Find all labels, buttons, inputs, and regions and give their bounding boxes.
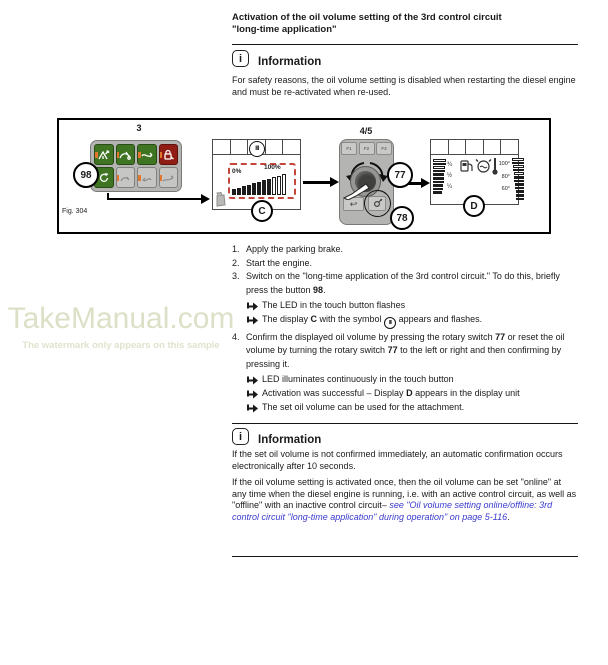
result-item <box>232 373 582 387</box>
callout-display-c: C <box>251 200 273 222</box>
led-indicator <box>138 152 141 158</box>
third-circuit-symbol-icon <box>249 141 265 157</box>
gauge-segment <box>514 180 524 183</box>
f1-key: F1 <box>341 142 357 155</box>
oil-volume-bar <box>232 189 236 195</box>
gauge-segment <box>433 191 442 194</box>
touch-button <box>116 167 136 188</box>
touch-button-grid <box>90 140 182 192</box>
step-text: Start the engine. <box>246 257 313 268</box>
step-number: 1. <box>232 244 240 254</box>
led-indicator <box>95 152 98 158</box>
boom-raise-icon <box>97 148 111 162</box>
instruction-list <box>232 243 582 414</box>
tick-quarter: ¼ <box>447 184 453 190</box>
display-header-cell <box>283 140 300 154</box>
touch-button <box>137 144 157 165</box>
flow-arrow-line <box>303 181 331 184</box>
aux-function-1-icon <box>118 171 132 185</box>
information-icon <box>232 428 249 445</box>
gauge-segment <box>433 173 444 176</box>
oil-volume-bar <box>247 185 251 196</box>
aux-function-2-icon <box>140 171 154 185</box>
rotary-77-ref: 77 <box>387 345 398 356</box>
gauge-segment <box>433 170 445 173</box>
callout-78: 78 <box>390 206 414 230</box>
oil-volume-bar <box>242 186 246 195</box>
lock-icon <box>161 148 175 162</box>
arrow-head-icon <box>421 178 430 188</box>
bucket-tilt-icon <box>118 148 132 162</box>
oil-volume-bar <box>282 174 286 195</box>
display-header-cell <box>501 140 518 154</box>
gauge-segment <box>433 166 445 169</box>
display-header-cell <box>431 140 449 154</box>
panel45-label: 4/5 <box>359 126 373 136</box>
divider <box>232 44 578 45</box>
watermark-note: The watermark only appears on this sample <box>22 340 220 351</box>
tick-half: ½ <box>447 173 453 179</box>
touch-button <box>159 167 179 188</box>
oil-volume-bar <box>272 177 276 195</box>
gauge-segment <box>433 184 443 187</box>
oil-volume-bar <box>252 183 256 195</box>
symbol-text: III <box>255 146 259 152</box>
gauge-segment <box>514 176 524 179</box>
display-header-cell <box>213 140 231 154</box>
result-arrow-icon <box>246 390 258 399</box>
step-2 <box>232 257 582 271</box>
led-indicator <box>160 175 163 181</box>
button-98-ref: 98 <box>313 284 324 295</box>
touch-button <box>137 167 157 188</box>
info2-para2 <box>232 477 578 523</box>
page-title <box>232 12 578 35</box>
step-number: 2. <box>232 257 240 268</box>
gauge-segment <box>513 169 524 172</box>
callout-display-d: D <box>463 195 485 217</box>
display-d-header <box>431 140 518 155</box>
led-indicator <box>117 175 120 181</box>
result-text: The display C with the symbol III appears and flashes. <box>262 313 482 330</box>
gauge-segment <box>433 159 446 162</box>
gauge-segment <box>516 190 524 193</box>
gauge-segment <box>515 187 524 190</box>
result-arrow-icon <box>246 316 258 325</box>
gauge-segment <box>433 181 444 184</box>
step-text: Switch on the "long-time application of the 3rd control circuit." To do this, briefly press the button 98. <box>246 271 560 295</box>
button-78-highlight-circle <box>364 190 391 217</box>
watermark-brand: TakeManual.com <box>7 302 235 335</box>
f2-key: F2 <box>359 142 375 155</box>
figure-304 <box>57 118 551 234</box>
back-arrow-icon: ↩ <box>349 198 358 209</box>
result-arrow-icon <box>246 376 258 385</box>
panel3-label: 3 <box>136 123 142 133</box>
oil-volume-bar <box>257 182 261 196</box>
led-indicator <box>138 175 141 181</box>
info1-heading: Information <box>258 56 322 68</box>
oil-volume-bars <box>232 171 294 195</box>
fuel-level-gauge <box>433 159 446 194</box>
info1-body: For safety reasons, the oil volume setting is disabled when restarting the diesel engine and must be re-activated when re-used. <box>232 75 576 97</box>
led-indicator <box>117 152 120 158</box>
step-text: Apply the parking brake. <box>246 244 344 254</box>
result-arrow-icon <box>246 404 258 413</box>
result-arrow-icon <box>246 302 258 311</box>
arrow-head-icon <box>330 177 339 187</box>
gauge-segment <box>516 194 524 197</box>
result-text: The set oil volume can be used for the attachment. <box>262 401 465 412</box>
result-text: LED illuminates continuously in the touch button <box>262 373 454 384</box>
f3-key: F3 <box>376 142 392 155</box>
oil-volume-bar <box>237 188 241 196</box>
oil-volume-bar <box>267 179 271 196</box>
step-number: 3. <box>232 271 240 281</box>
coolant-temperature-icon <box>475 158 492 173</box>
tick-three-quarters: ¾ <box>447 162 453 168</box>
fuel-pump-icon <box>460 159 473 173</box>
info2-para1: If the set oil volume is not confirmed immediately, an automatic confirmation occurs electronically after 10 seconds. <box>232 449 563 471</box>
connector-line <box>107 198 202 200</box>
result-item <box>232 401 582 415</box>
gauge-segment <box>433 177 444 180</box>
callout-98: 98 <box>73 162 99 188</box>
gauge-segment <box>513 165 524 168</box>
touch-button <box>116 144 136 165</box>
gauge-segment <box>433 163 446 166</box>
info2-para2-end: . <box>507 511 510 522</box>
step-number: 4. <box>232 331 240 342</box>
aux-function-3-icon <box>161 171 175 185</box>
temperature-gauge <box>512 158 524 200</box>
display-header-cell <box>466 140 484 154</box>
step-1 <box>232 243 582 257</box>
page-title-line1: Activation of the oil volume setting of the 3rd control circuit <box>232 12 502 23</box>
oil-volume-bar <box>277 176 281 196</box>
result-text: The LED in the touch button flashes <box>262 299 406 310</box>
touch-button <box>159 144 179 165</box>
result-text: Activation was successful – Display D appears in the display unit <box>262 387 520 398</box>
tick-80deg: 80° <box>501 174 510 180</box>
gauge-segment <box>515 183 524 186</box>
tick-60deg: 60° <box>501 186 510 192</box>
gauge-segment <box>512 158 524 161</box>
gauge-segment <box>433 188 443 191</box>
display-header-cell <box>484 140 502 154</box>
gauge-segment <box>514 172 524 175</box>
step-4 <box>232 331 582 372</box>
display-header-cell <box>449 140 467 154</box>
info2-heading: Information <box>258 434 322 446</box>
scale-min-label: 0% <box>232 168 242 175</box>
display-header-cell <box>266 140 284 154</box>
figure-caption: Fig. 304 <box>62 208 88 215</box>
result-item <box>232 387 582 401</box>
led-indicator <box>160 152 163 158</box>
divider <box>232 556 578 557</box>
result-item <box>232 299 582 313</box>
swing-icon <box>140 148 154 162</box>
oil-volume-bar <box>262 180 266 195</box>
tick-100deg: 100° <box>498 161 510 167</box>
arrow-head-icon <box>201 194 210 204</box>
third-circuit-symbol-inline-icon: III <box>384 317 396 329</box>
info2-para2-text: If the oil volume setting is activated once, then the oil volume can be set "online" at any time when the diesel engine is running, i.e. with an active control circuit, as well as "offline" with an inactive control circuit– <box>232 477 577 510</box>
callout-77: 77 <box>387 162 413 188</box>
information-icon-glyph: i <box>238 430 243 443</box>
cross-reference-link[interactable]: see "Oil volume setting online/offline: 3rd control circuit "long-time application" during operation" on page 5-116 <box>232 500 553 522</box>
divider <box>232 423 578 424</box>
step-3 <box>232 270 582 297</box>
page-title-line2: "long-time application" <box>232 23 337 35</box>
f-key-row <box>341 142 392 155</box>
result-item <box>232 313 582 330</box>
rotary-77-ref: 77 <box>495 331 506 342</box>
information-icon <box>232 50 249 67</box>
display-d-ref: D <box>406 387 413 398</box>
display-c-ref: C <box>310 313 318 324</box>
touch-button <box>94 144 114 165</box>
oil-jug-icon <box>214 191 227 207</box>
display-header-cell <box>231 140 249 154</box>
gauge-segment <box>512 162 524 165</box>
information-icon-glyph: i <box>238 52 243 65</box>
watermark <box>6 302 236 351</box>
step-text: Confirm the displayed oil volume by pressing the rotary switch 77 or reset the oil volume by turning the rotary switch 77 to the left or right and then confirming by pressing it. <box>246 331 565 369</box>
scale-max-label: 100% <box>264 164 281 171</box>
gauge-segment <box>516 198 524 201</box>
